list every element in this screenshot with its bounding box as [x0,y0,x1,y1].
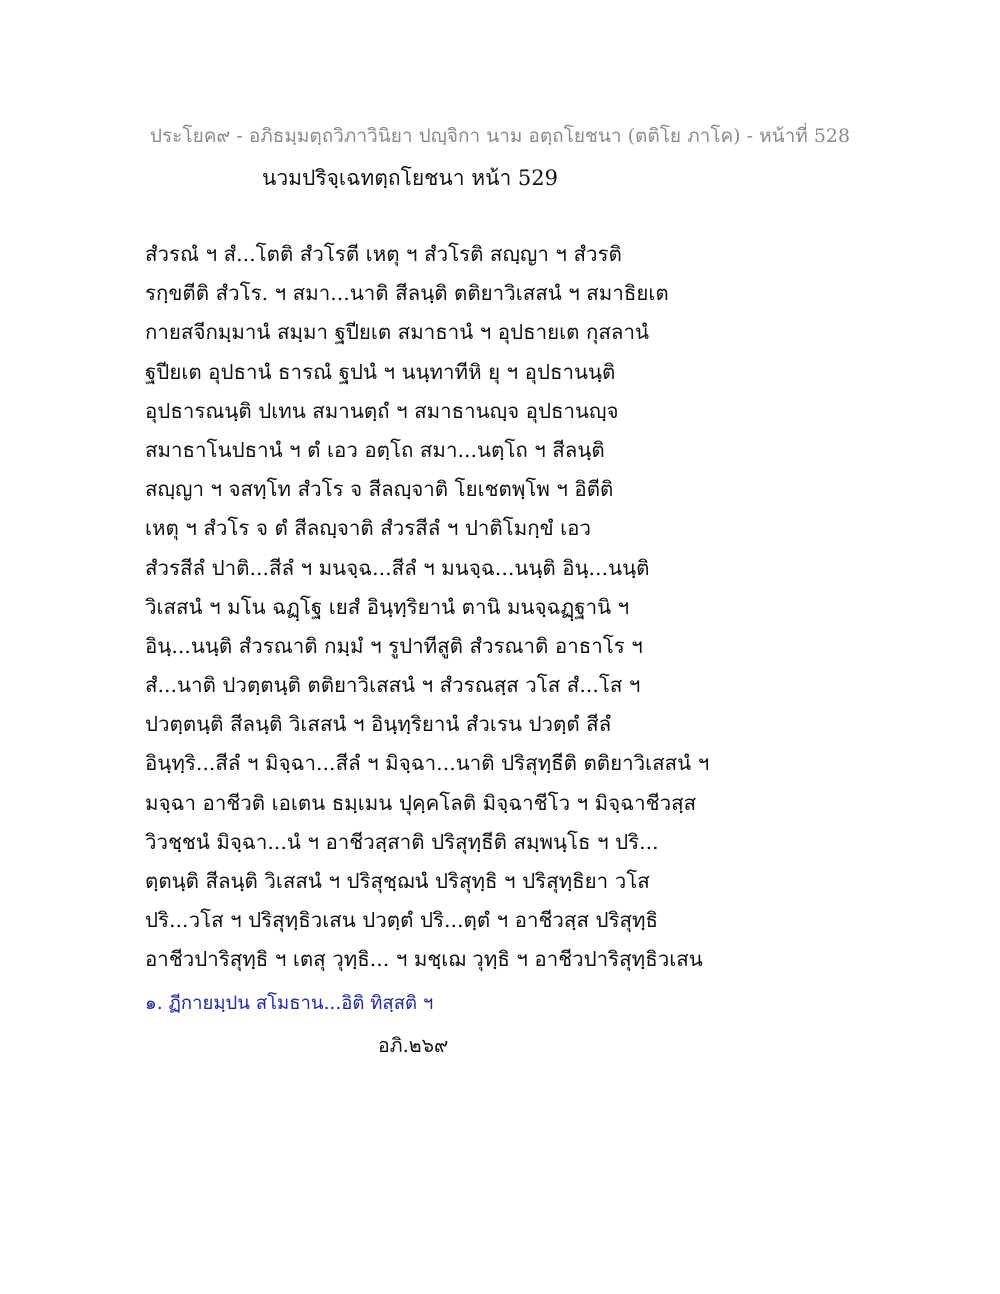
text-line: ตฺตนฺติ สีลนฺติ วิเสสนํ ฯ ปริสุชฺฌนํ ปริสุทฺธิ ฯ ปริสุทฺธิยา วโส [145,869,650,893]
text-line: อินฺ...นนฺติ สํวรณาติ กมฺมํ ฯ รูปาทีสูติ สํวรณาติ อาธาโร ฯ [145,633,643,658]
body-text [145,238,710,983]
text-line: สํวรณํ ฯ สํ...โตติ สํวโรตี เหตุ ฯ สํวโรติ สญฺญา ฯ สํวรติ [145,242,622,266]
text-line: อินฺทฺริ...สีลํ ฯ มิจฺฉา...สีลํ ฯ มิจฺฉา...นาติ ปริสุทฺธีติ ตติยาวิเสสนํ ฯ [145,751,710,776]
text-line: สํ...นาติ ปวตฺตนฺติ ตติยาวิเสสนํ ฯ สํวรณสฺส วโส สํ...โส ฯ [145,673,641,698]
text-line: วิวชฺชนํ มิจฺฉา...นํ ฯ อาชีวสฺสาติ ปริสุทฺธีติ สมฺพนฺโธ ฯ ปริ... [145,829,659,854]
section-title: นวมปริจฺเฉทตฺถโยชนา หน้า 529 [262,166,558,190]
running-header: ประโยค๙ - อภิธมฺมตฺถวิภาวินิยา ปญฺจิกา นาม อตฺถโยชนา (ตติโย ภาโค) - หน้าที่ 528 [149,125,851,147]
footnote: ๑. ฏีกายมฺปน สโมธาน...อิติ ทิสฺสติ ฯ [145,993,434,1014]
text-line: ปริ...วโส ฯ ปริสุทฺธิวเสน ปวตฺตํ ปริ...ตฺตํ ฯ อาชีวสฺส ปริสุทฺธิ [145,908,659,933]
text-line: อาชีวปาริสุทฺธิ ฯ เตสุ วุทฺธิ... ฯ มชฺเฌ วุทฺธิ ฯ อาชีวปาริสุทฺธิวเสน [145,947,703,972]
text-line: สมาธาโนปธานํ ฯ ตํ เอว อตฺโถ สมา...นตฺโถ ฯ สีลนฺติ [145,437,605,462]
text-line: รกฺขตีติ สํวโร. ฯ สมา...นาติ สีลนฺติ ตติยาวิเสสนํ ฯ สมาธิยเต [145,281,669,306]
text-line: สํวรสีลํ ปาติ...สีลํ ฯ มนจฺฉ...สีลํ ฯ มนจฺฉ...นนฺติ อินฺ...นนฺติ [145,555,650,580]
text-line: อุปธารณนฺติ ปเทน สมานตฺถํ ฯ สมาธานญฺจ อุปธานญฺจ [145,398,619,423]
text-line: เหตุ ฯ สํวโร จ ตํ สีลญฺจาติ สํวรสีลํ ฯ ปาติโมกฺขํ เอว [145,516,591,541]
text-line: มจฺฉา อาชีวติ เอเตน ธมฺเมน ปุคฺคโลติ มิจฺฉาชีโว ฯ มิจฺฉาชีวสฺส [145,790,697,815]
text-line: กายสจีกมฺมานํ สมฺมา ฐปียเต สมาธานํ ฯ อุปธายเต กุสลานํ [145,320,650,345]
text-line: สญฺญา ฯ จสทฺโท สํวโร จ สีลญฺจาติ โยเชตพฺโพ ฯ อิตีติ [145,477,614,502]
text-line: ปวตฺตนฺติ สีลนฺติ วิเสสนํ ฯ อินฺทฺริยานํ สํวเรน ปวตฺตํ สีลํ [145,712,612,737]
text-line: ฐปียเต อุปธานํ ธารณํ ฐปนํ ฯ นนฺทาทีหิ ยุ ฯ อุปธานนฺติ [145,359,616,384]
text-line: วิเสสนํ ฯ มโน ฉฏฺโฐ เยสํ อินฺทฺริยานํ ตานิ มนจฺฉฏฺฐานิ ฯ [145,594,630,619]
page-code: อภิ.๒๖๙ [378,1034,449,1057]
